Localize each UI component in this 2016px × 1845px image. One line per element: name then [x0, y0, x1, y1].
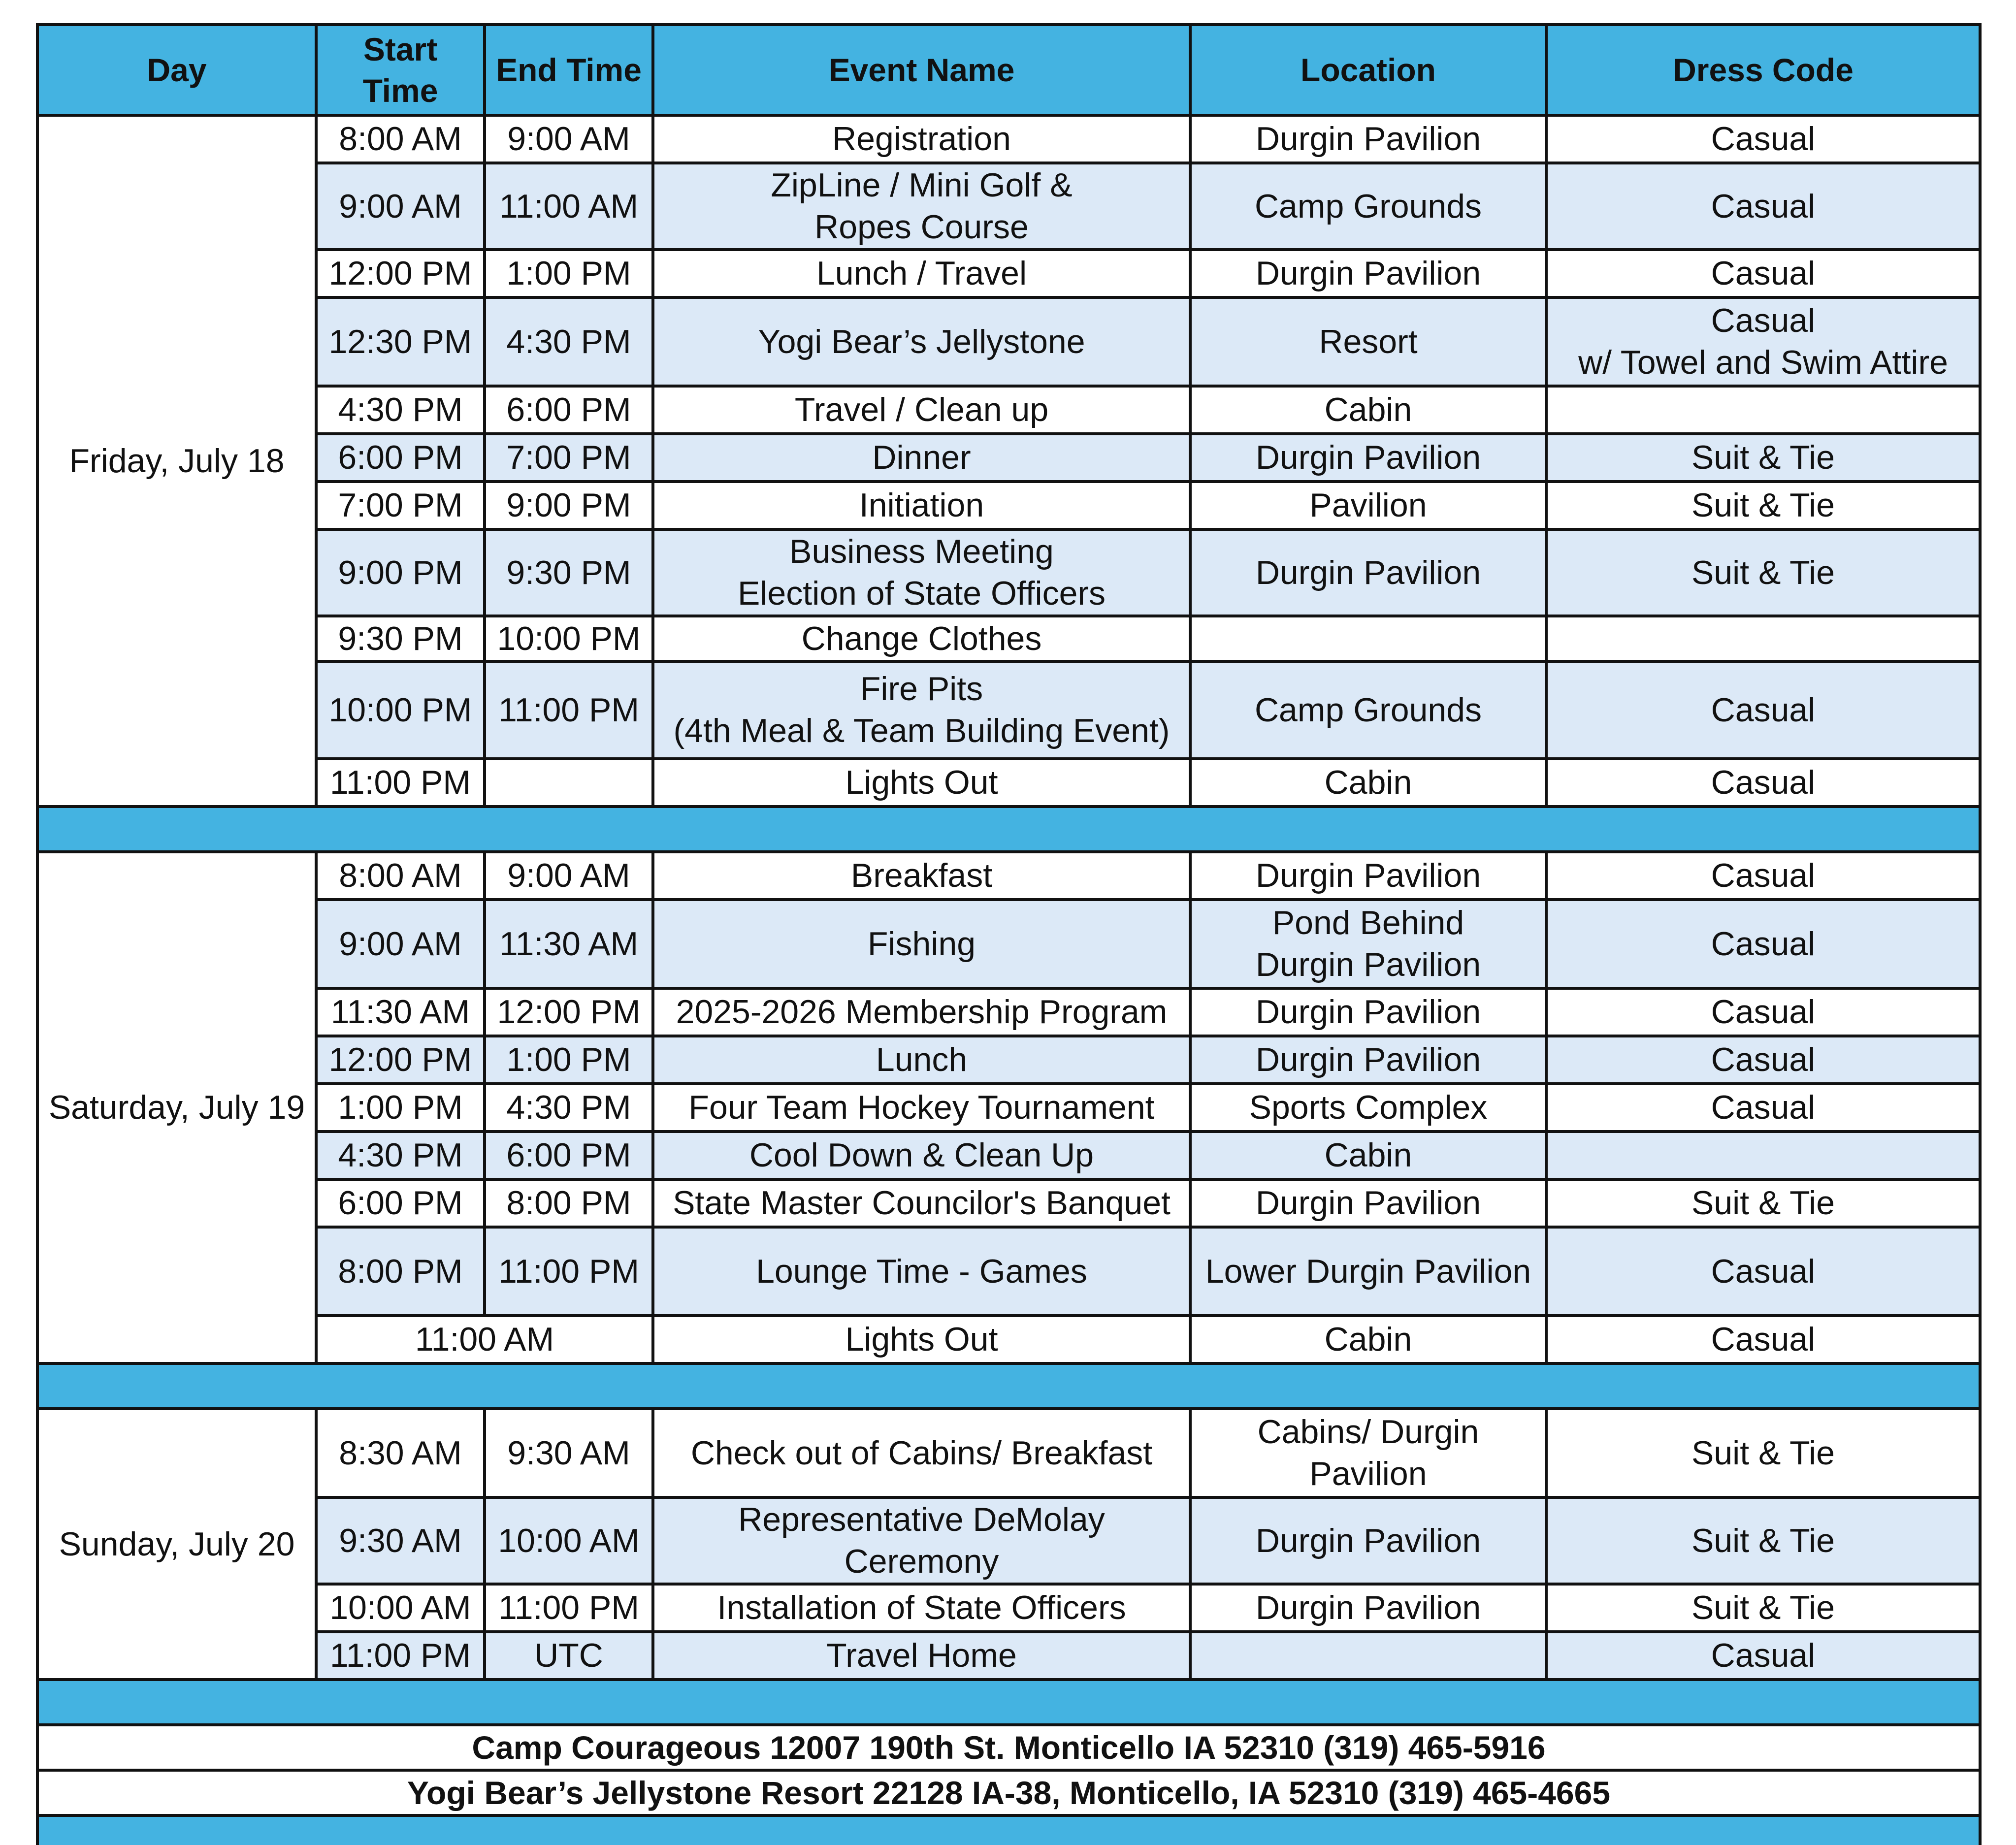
dress-code: [1546, 1132, 1980, 1179]
end-time: 9:00 AM: [485, 852, 653, 900]
dress-code: [1546, 1409, 1980, 1497]
end-time: 1:00 PM: [485, 1036, 653, 1084]
event-name-line: Representative DeMolay: [738, 1501, 1105, 1538]
event-name: [653, 1632, 1190, 1680]
day-divider: [37, 1680, 1980, 1725]
event-name-line: (4th Meal & Team Building Event): [673, 712, 1170, 749]
event-name-line: State Master Councilor's Banquet: [673, 1184, 1171, 1222]
day-label: Friday, July 18: [37, 115, 316, 807]
location: [1190, 482, 1546, 529]
dress-code-line: Casual: [1711, 187, 1816, 225]
header-end-time: End Time: [485, 25, 653, 115]
event-name: [653, 434, 1190, 482]
dress-code: [1546, 759, 1980, 807]
table-row: [37, 297, 1980, 386]
event-name-line: Fire Pits: [860, 670, 983, 708]
location-line: Pond Behind: [1272, 904, 1464, 941]
location: [1190, 250, 1546, 297]
location-line: Cabins/ Durgin: [1257, 1413, 1479, 1451]
table-row: [37, 759, 1980, 807]
start-time: 11:30 AM: [316, 988, 485, 1036]
event-name-line: Cool Down & Clean Up: [749, 1136, 1094, 1174]
location: [1190, 434, 1546, 482]
event-name: [653, 1179, 1190, 1227]
location-line: Durgin Pavilion: [1255, 553, 1481, 591]
dress-code: [1546, 297, 1980, 386]
event-name-line: Business Meeting: [789, 533, 1054, 570]
event-name-line: Change Clothes: [801, 619, 1042, 657]
location-line: Camp Grounds: [1254, 187, 1482, 225]
event-name-line: Election of State Officers: [737, 575, 1106, 612]
dress-code-line: Suit & Tie: [1691, 1589, 1835, 1626]
start-time: 4:30 PM: [316, 386, 485, 434]
location: [1190, 386, 1546, 434]
dress-code: [1546, 434, 1980, 482]
location: [1190, 1179, 1546, 1227]
end-time: 7:00 PM: [485, 434, 653, 482]
table-row: [37, 1036, 1980, 1084]
footer-address-row: [37, 1725, 1980, 1770]
dress-code-line: Casual: [1711, 1252, 1816, 1290]
location-line: Durgin Pavilion: [1255, 439, 1481, 476]
event-name: [653, 482, 1190, 529]
dress-code-line: w/ Towel and Swim Attire: [1578, 344, 1948, 381]
schedule-table: [36, 23, 1982, 1845]
event-name: [653, 1409, 1190, 1497]
start-time: 9:00 AM: [316, 163, 485, 250]
table-row: [37, 1497, 1980, 1584]
event-name-line: Lights Out: [845, 764, 998, 801]
event-name: [653, 661, 1190, 759]
day-divider: [37, 807, 1980, 852]
dress-code: [1546, 482, 1980, 529]
end-time: 11:00 PM: [485, 1584, 653, 1632]
event-name-line: Lunch: [876, 1041, 968, 1078]
dress-code: [1546, 616, 1980, 661]
table-row: [37, 529, 1980, 616]
location-line: Cabin: [1324, 391, 1412, 428]
location: [1190, 1316, 1546, 1363]
end-time: 12:00 PM: [485, 988, 653, 1036]
start-time: 7:00 PM: [316, 482, 485, 529]
dress-code: [1546, 661, 1980, 759]
table-row: [37, 1316, 1980, 1363]
dress-code: [1546, 852, 1980, 900]
table-row: [37, 1179, 1980, 1227]
event-name-line: Travel Home: [826, 1637, 1017, 1674]
location-line: Camp Grounds: [1254, 691, 1482, 729]
end-time: 4:30 PM: [485, 297, 653, 386]
event-name-line: Dinner: [872, 439, 971, 476]
location-line: Durgin Pavilion: [1255, 1184, 1481, 1222]
dress-code-line: Casual: [1711, 1041, 1816, 1078]
start-time: 4:30 PM: [316, 1132, 485, 1179]
dress-code: [1546, 1036, 1980, 1084]
end-time: 11:00 PM: [485, 661, 653, 759]
start-time: 9:00 AM: [316, 900, 485, 988]
location: [1190, 1084, 1546, 1132]
dress-code-line: Suit & Tie: [1691, 553, 1835, 591]
event-name: [653, 115, 1190, 163]
end-time: 9:30 AM: [485, 1409, 653, 1497]
dress-code: [1546, 1316, 1980, 1363]
table-row: [37, 434, 1980, 482]
bottom-band-cell: [37, 1815, 1980, 1845]
day-divider-cell: [37, 807, 1980, 852]
table-row: [37, 852, 1980, 900]
schedule-body: [37, 115, 1980, 1845]
end-time: 1:00 PM: [485, 250, 653, 297]
table-row: [37, 988, 1980, 1036]
location-line: Durgin Pavilion: [1255, 946, 1481, 983]
dress-code-line: Suit & Tie: [1691, 1521, 1835, 1559]
end-time: 11:00 PM: [485, 1227, 653, 1316]
location: [1190, 852, 1546, 900]
location-line: Durgin Pavilion: [1255, 120, 1481, 158]
start-time: 1:00 PM: [316, 1084, 485, 1132]
event-name-line: Fishing: [867, 925, 976, 963]
event-name-line: Yogi Bear’s Jellystone: [758, 323, 1085, 360]
event-name-line: Four Team Hockey Tournament: [688, 1089, 1155, 1126]
event-name: [653, 1584, 1190, 1632]
dress-code-line: Casual: [1711, 120, 1816, 158]
location: [1190, 759, 1546, 807]
event-name-line: Lounge Time - Games: [756, 1252, 1087, 1290]
location-line: Cabin: [1324, 1321, 1412, 1358]
start-time: 9:30 PM: [316, 616, 485, 661]
event-name-line: ZipLine / Mini Golf &: [771, 166, 1073, 204]
event-name: [653, 852, 1190, 900]
dress-code: [1546, 1179, 1980, 1227]
event-name: [653, 1084, 1190, 1132]
location-line: Cabin: [1324, 764, 1412, 801]
end-time: 11:30 AM: [485, 900, 653, 988]
event-name-line: Ropes Course: [814, 208, 1029, 246]
location-line: Pavilion: [1309, 1455, 1427, 1492]
table-row: [37, 1584, 1980, 1632]
table-row: [37, 482, 1980, 529]
event-name-line: Initiation: [859, 486, 984, 524]
table-row: [37, 661, 1980, 759]
location: [1190, 1036, 1546, 1084]
event-name: [653, 163, 1190, 250]
location-line: Cabin: [1324, 1136, 1412, 1174]
dress-code-line: Suit & Tie: [1691, 439, 1835, 476]
end-time: 9:00 AM: [485, 115, 653, 163]
start-time: 8:00 AM: [316, 852, 485, 900]
dress-code: [1546, 163, 1980, 250]
table-row: [37, 115, 1980, 163]
dress-code-line: Casual: [1711, 1321, 1816, 1358]
event-name: [653, 900, 1190, 988]
event-name: [653, 250, 1190, 297]
end-time: 4:30 PM: [485, 1084, 653, 1132]
end-time: [485, 759, 653, 807]
dress-code-line: Casual: [1711, 764, 1816, 801]
dress-code: [1546, 529, 1980, 616]
start-time: 11:00 PM: [316, 1632, 485, 1680]
table-row: [37, 1632, 1980, 1680]
table-row: [37, 1084, 1980, 1132]
header-dress-code: Dress Code: [1546, 25, 1980, 115]
location: [1190, 988, 1546, 1036]
dress-code: [1546, 988, 1980, 1036]
event-name: [653, 297, 1190, 386]
dress-code: [1546, 386, 1980, 434]
end-time: UTC: [485, 1632, 653, 1680]
header-row: [37, 25, 1980, 115]
event-name-line: Travel / Clean up: [794, 391, 1049, 428]
event-name: [653, 1316, 1190, 1363]
table-row: [37, 900, 1980, 988]
event-name: [653, 1227, 1190, 1316]
start-time: 12:00 PM: [316, 250, 485, 297]
dress-code-line: Casual: [1711, 925, 1816, 963]
event-name: [653, 759, 1190, 807]
location: [1190, 1132, 1546, 1179]
dress-code-line: Casual: [1711, 857, 1816, 894]
dress-code-line: Casual: [1711, 302, 1816, 339]
location-line: Durgin Pavilion: [1255, 1521, 1481, 1559]
table-row: [37, 1132, 1980, 1179]
header-day: Day: [37, 25, 316, 115]
end-time: 10:00 PM: [485, 616, 653, 661]
location: [1190, 163, 1546, 250]
dress-code-line: Suit & Tie: [1691, 1434, 1835, 1472]
dress-code: [1546, 250, 1980, 297]
end-time: 8:00 PM: [485, 1179, 653, 1227]
dress-code-line: Casual: [1711, 993, 1816, 1031]
start-time: 6:00 PM: [316, 1179, 485, 1227]
event-name-line: Check out of Cabins/ Breakfast: [690, 1434, 1153, 1472]
end-time: 9:30 PM: [485, 529, 653, 616]
start-time: 12:00 PM: [316, 1036, 485, 1084]
day-divider: [37, 1363, 1980, 1409]
location-line: Durgin Pavilion: [1255, 1589, 1481, 1626]
bottom-band: [37, 1815, 1980, 1845]
location: [1190, 900, 1546, 988]
location-line: Resort: [1319, 323, 1418, 360]
end-time: 10:00 AM: [485, 1497, 653, 1584]
event-name: [653, 1132, 1190, 1179]
location: [1190, 1497, 1546, 1584]
location: [1190, 1632, 1546, 1680]
header-start-time: Start Time: [316, 25, 485, 115]
event-name: [653, 529, 1190, 616]
event-name: [653, 988, 1190, 1036]
footer-address: Camp Courageous 12007 190th St. Monticello IA 52310 (319) 465-5916: [37, 1725, 1980, 1770]
day-label: Saturday, July 19: [37, 852, 316, 1363]
header-location: Location: [1190, 25, 1546, 115]
event-name-line: 2025-2026 Membership Program: [676, 993, 1168, 1031]
event-name-line: Lunch / Travel: [816, 255, 1027, 292]
start-time: 8:30 AM: [316, 1409, 485, 1497]
location: [1190, 1227, 1546, 1316]
table-row: [37, 616, 1980, 661]
end-time: 9:00 PM: [485, 482, 653, 529]
location: [1190, 1584, 1546, 1632]
footer-address: Yogi Bear’s Jellystone Resort 22128 IA-38, Monticello, IA 52310 (319) 465-4665: [37, 1770, 1980, 1815]
dress-code: [1546, 115, 1980, 163]
footer-address-row: [37, 1770, 1980, 1815]
start-time: 10:00 AM: [316, 1584, 485, 1632]
location-line: Lower Durgin Pavilion: [1205, 1252, 1531, 1290]
location: [1190, 616, 1546, 661]
dress-code-line: Suit & Tie: [1691, 486, 1835, 524]
start-time: 8:00 AM: [316, 115, 485, 163]
event-name: [653, 1036, 1190, 1084]
dress-code: [1546, 1497, 1980, 1584]
day-divider-cell: [37, 1363, 1980, 1409]
dress-code: [1546, 1084, 1980, 1132]
location: [1190, 529, 1546, 616]
table-row: [37, 163, 1980, 250]
location-line: Durgin Pavilion: [1255, 255, 1481, 292]
location-line: Pavilion: [1309, 486, 1427, 524]
location: [1190, 661, 1546, 759]
day-label: Sunday, July 20: [37, 1409, 316, 1680]
start-time: 6:00 PM: [316, 434, 485, 482]
dress-code: [1546, 1227, 1980, 1316]
dress-code-line: Casual: [1711, 691, 1816, 729]
table-row: [37, 250, 1980, 297]
location-line: Sports Complex: [1249, 1089, 1488, 1126]
event-name-line: Lights Out: [845, 1321, 998, 1358]
dress-code-line: Casual: [1711, 1089, 1816, 1126]
dress-code: [1546, 900, 1980, 988]
location: [1190, 115, 1546, 163]
end-time: 6:00 PM: [485, 1132, 653, 1179]
start-time: 8:00 PM: [316, 1227, 485, 1316]
table-row: [37, 1409, 1980, 1497]
table-row: [37, 386, 1980, 434]
location: [1190, 1409, 1546, 1497]
event-name-line: Ceremony: [844, 1543, 999, 1580]
dress-code: [1546, 1632, 1980, 1680]
start-time: 12:30 PM: [316, 297, 485, 386]
dress-code: [1546, 1584, 1980, 1632]
day-divider-cell: [37, 1680, 1980, 1725]
dress-code-line: Suit & Tie: [1691, 1184, 1835, 1222]
event-name: [653, 1497, 1190, 1584]
event-name-line: Installation of State Officers: [717, 1589, 1126, 1626]
table-row: [37, 1227, 1980, 1316]
event-name-line: Registration: [832, 120, 1011, 158]
location-line: Durgin Pavilion: [1255, 1041, 1481, 1078]
time-merged: 11:00 AM: [316, 1316, 653, 1363]
end-time: 11:00 AM: [485, 163, 653, 250]
dress-code-line: Casual: [1711, 255, 1816, 292]
start-time: 10:00 PM: [316, 661, 485, 759]
dress-code-line: Casual: [1711, 1637, 1816, 1674]
start-time: 9:00 PM: [316, 529, 485, 616]
start-time: 11:00 PM: [316, 759, 485, 807]
end-time: 6:00 PM: [485, 386, 653, 434]
event-name-line: Breakfast: [850, 857, 993, 894]
location-line: Durgin Pavilion: [1255, 993, 1481, 1031]
location-line: Durgin Pavilion: [1255, 857, 1481, 894]
event-name: [653, 616, 1190, 661]
header-event-name: Event Name: [653, 25, 1190, 115]
location: [1190, 297, 1546, 386]
event-name: [653, 386, 1190, 434]
start-time: 9:30 AM: [316, 1497, 485, 1584]
